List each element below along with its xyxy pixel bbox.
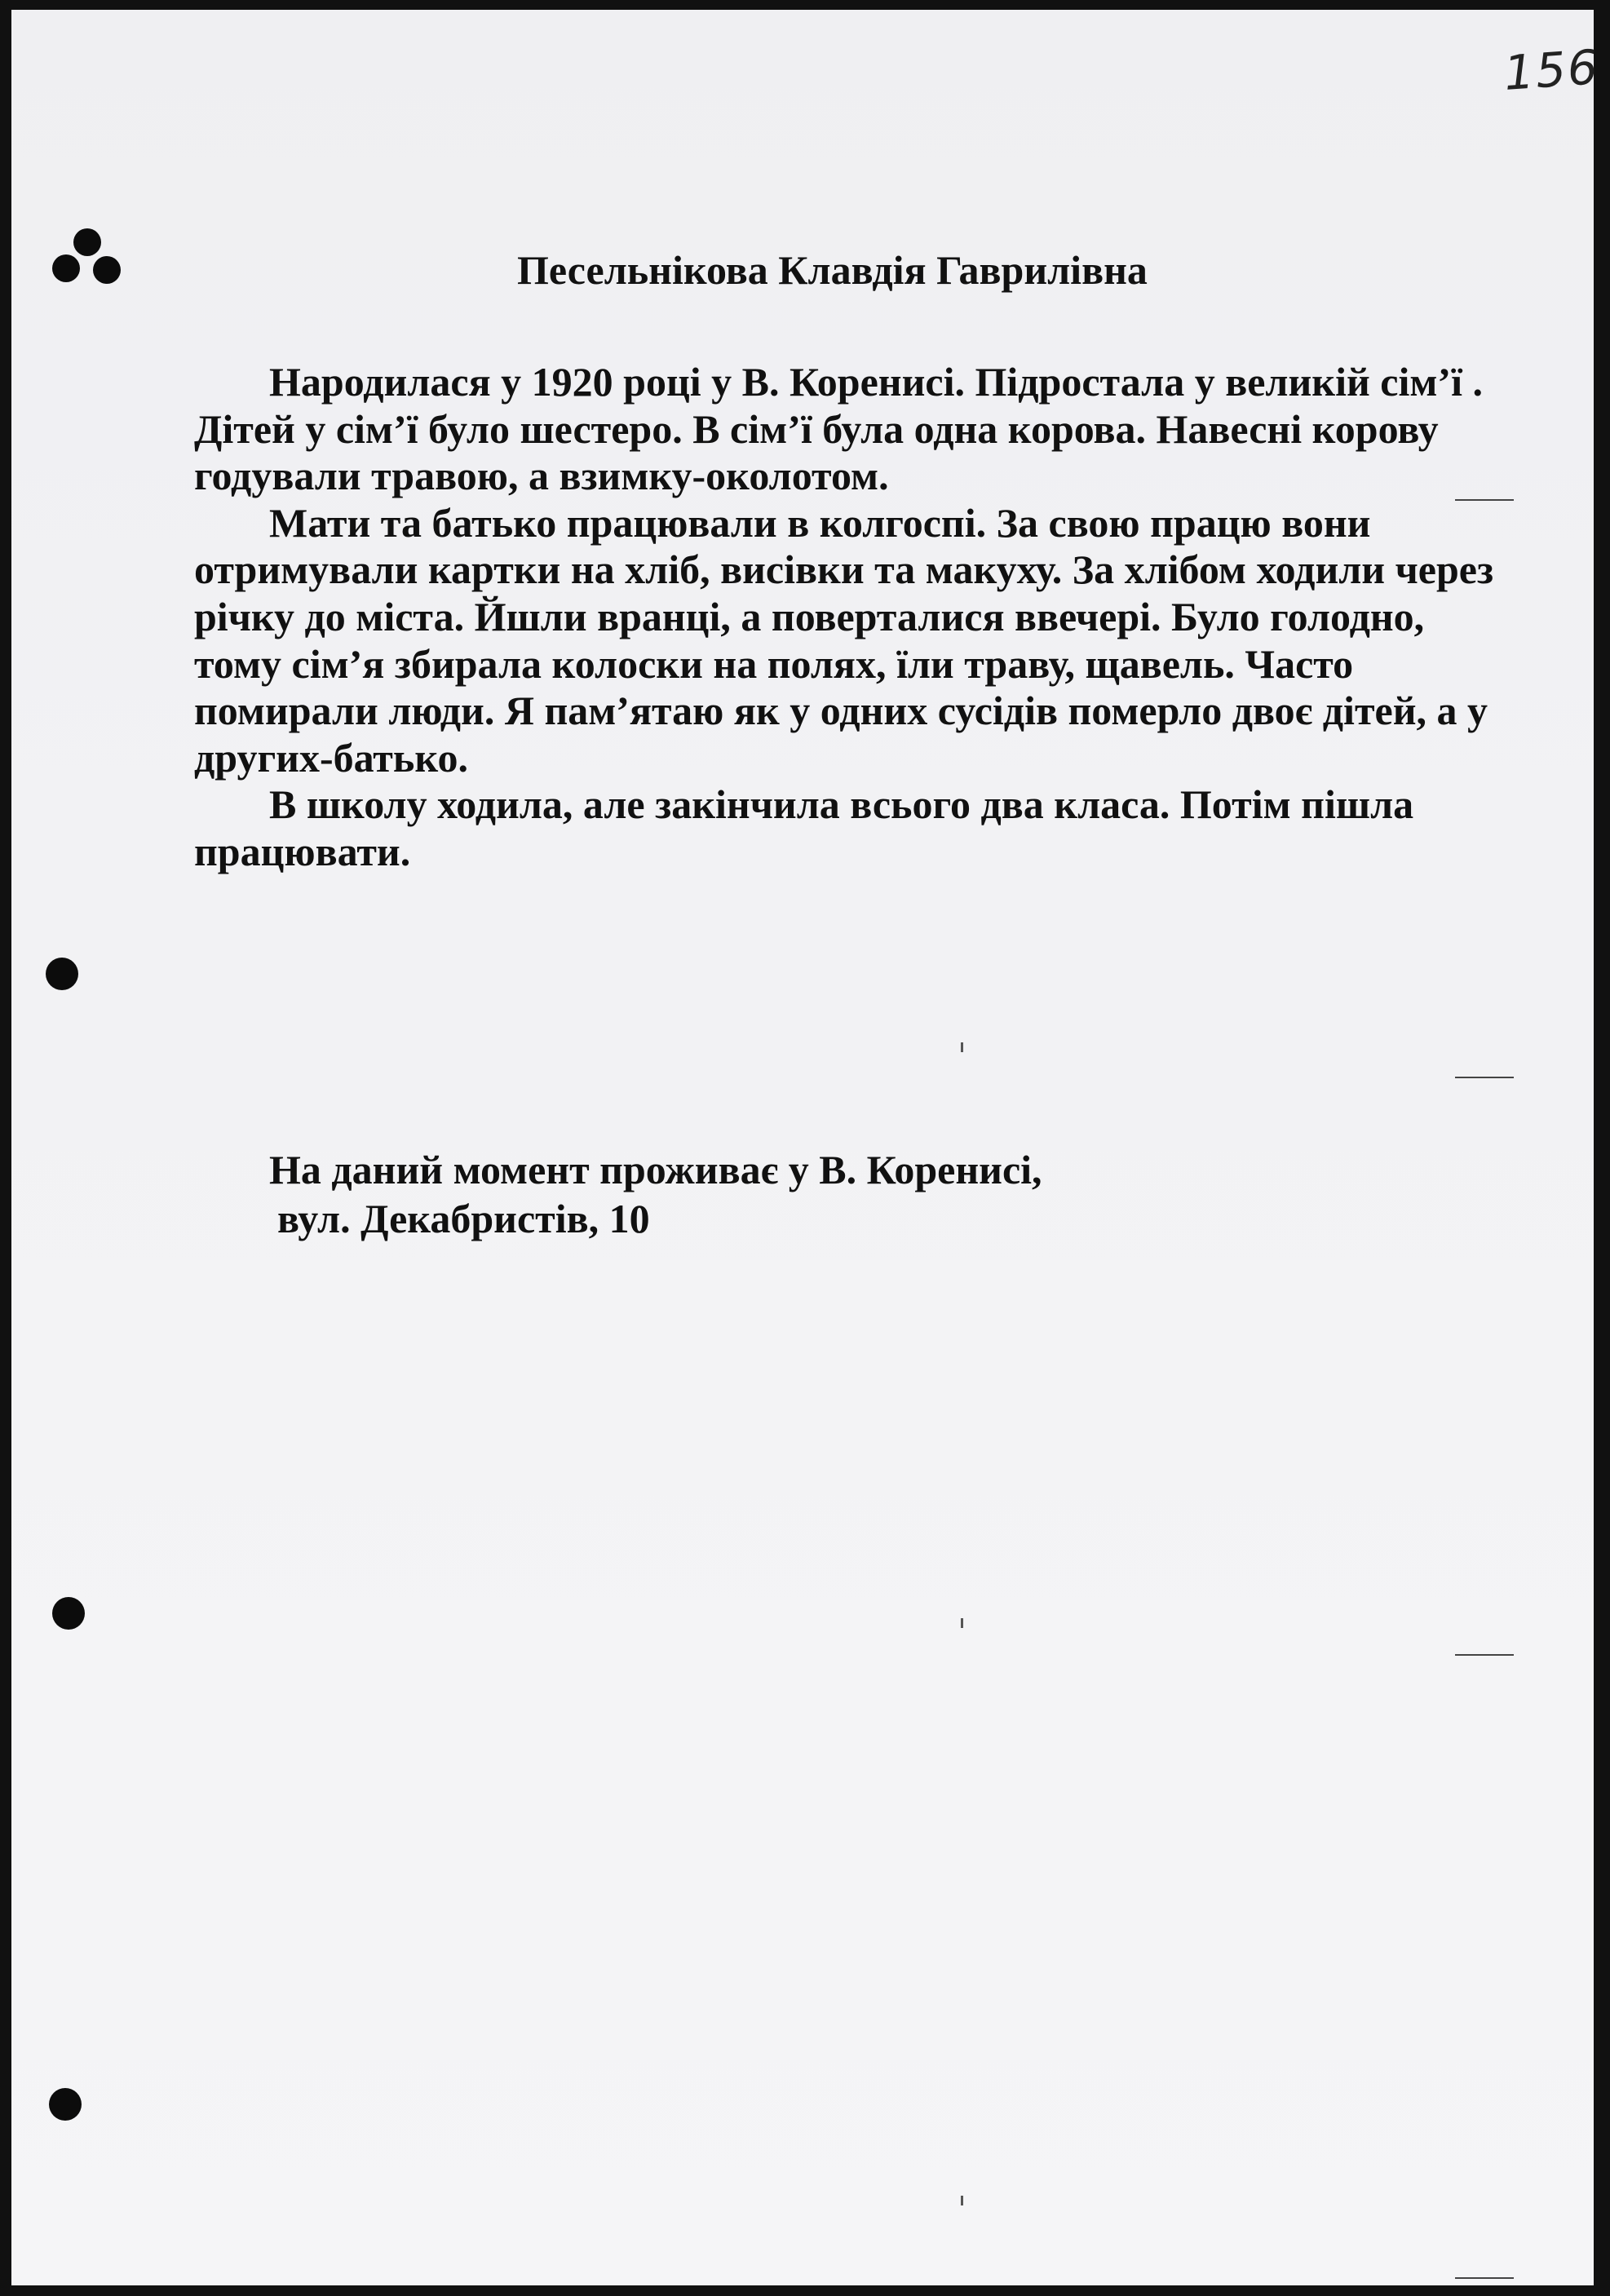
address-line: вул. Декабристів, 10 (277, 1196, 650, 1241)
address-line: На даний момент проживає у В. Коренисі, (269, 1147, 1042, 1192)
paragraph: Народилася у 1920 році у В. Коренисі. Підростала у великій сім’ї . Дітей у сім’ї було шестеро. В сім’ї була одна корова. Навесні корову годували травою, а взимку-околотом. (194, 359, 1483, 499)
document-body (194, 359, 1515, 876)
scan-mark (1455, 2277, 1514, 2279)
scan-mark (1455, 1654, 1514, 1656)
document-page (11, 10, 1601, 2285)
scan-mark (961, 1618, 963, 1628)
paragraph: Мати та батько працювали в колгоспі. За свою працю вони отримували картки на хліб, висівки та макуху. За хлібом ходили через річку до міста. Йшли вранці, а поверталися ввечері. Було голодно, тому сім’я збирала колоски на полях, їли траву, щавель. Часто помирали люди. Я пам’ятаю як у одних сусідів померло двоє дітей, а у других-батько. (194, 499, 1494, 781)
punch-hole-cluster (52, 228, 124, 285)
paragraph: В школу ходила, але закінчила всього два класа. Потім пішла працювати. (194, 781, 1414, 874)
punch-hole (49, 2088, 82, 2121)
address-block (269, 1145, 1042, 1243)
punch-hole (52, 1597, 85, 1630)
handwritten-page-number: 156 (1502, 39, 1601, 101)
punch-hole (46, 958, 78, 990)
scan-mark (961, 1042, 963, 1052)
document-title: Песельнікова Клавдія Гаврилівна (517, 247, 1148, 293)
scan-mark (1455, 1077, 1514, 1078)
scan-mark (961, 2196, 963, 2205)
